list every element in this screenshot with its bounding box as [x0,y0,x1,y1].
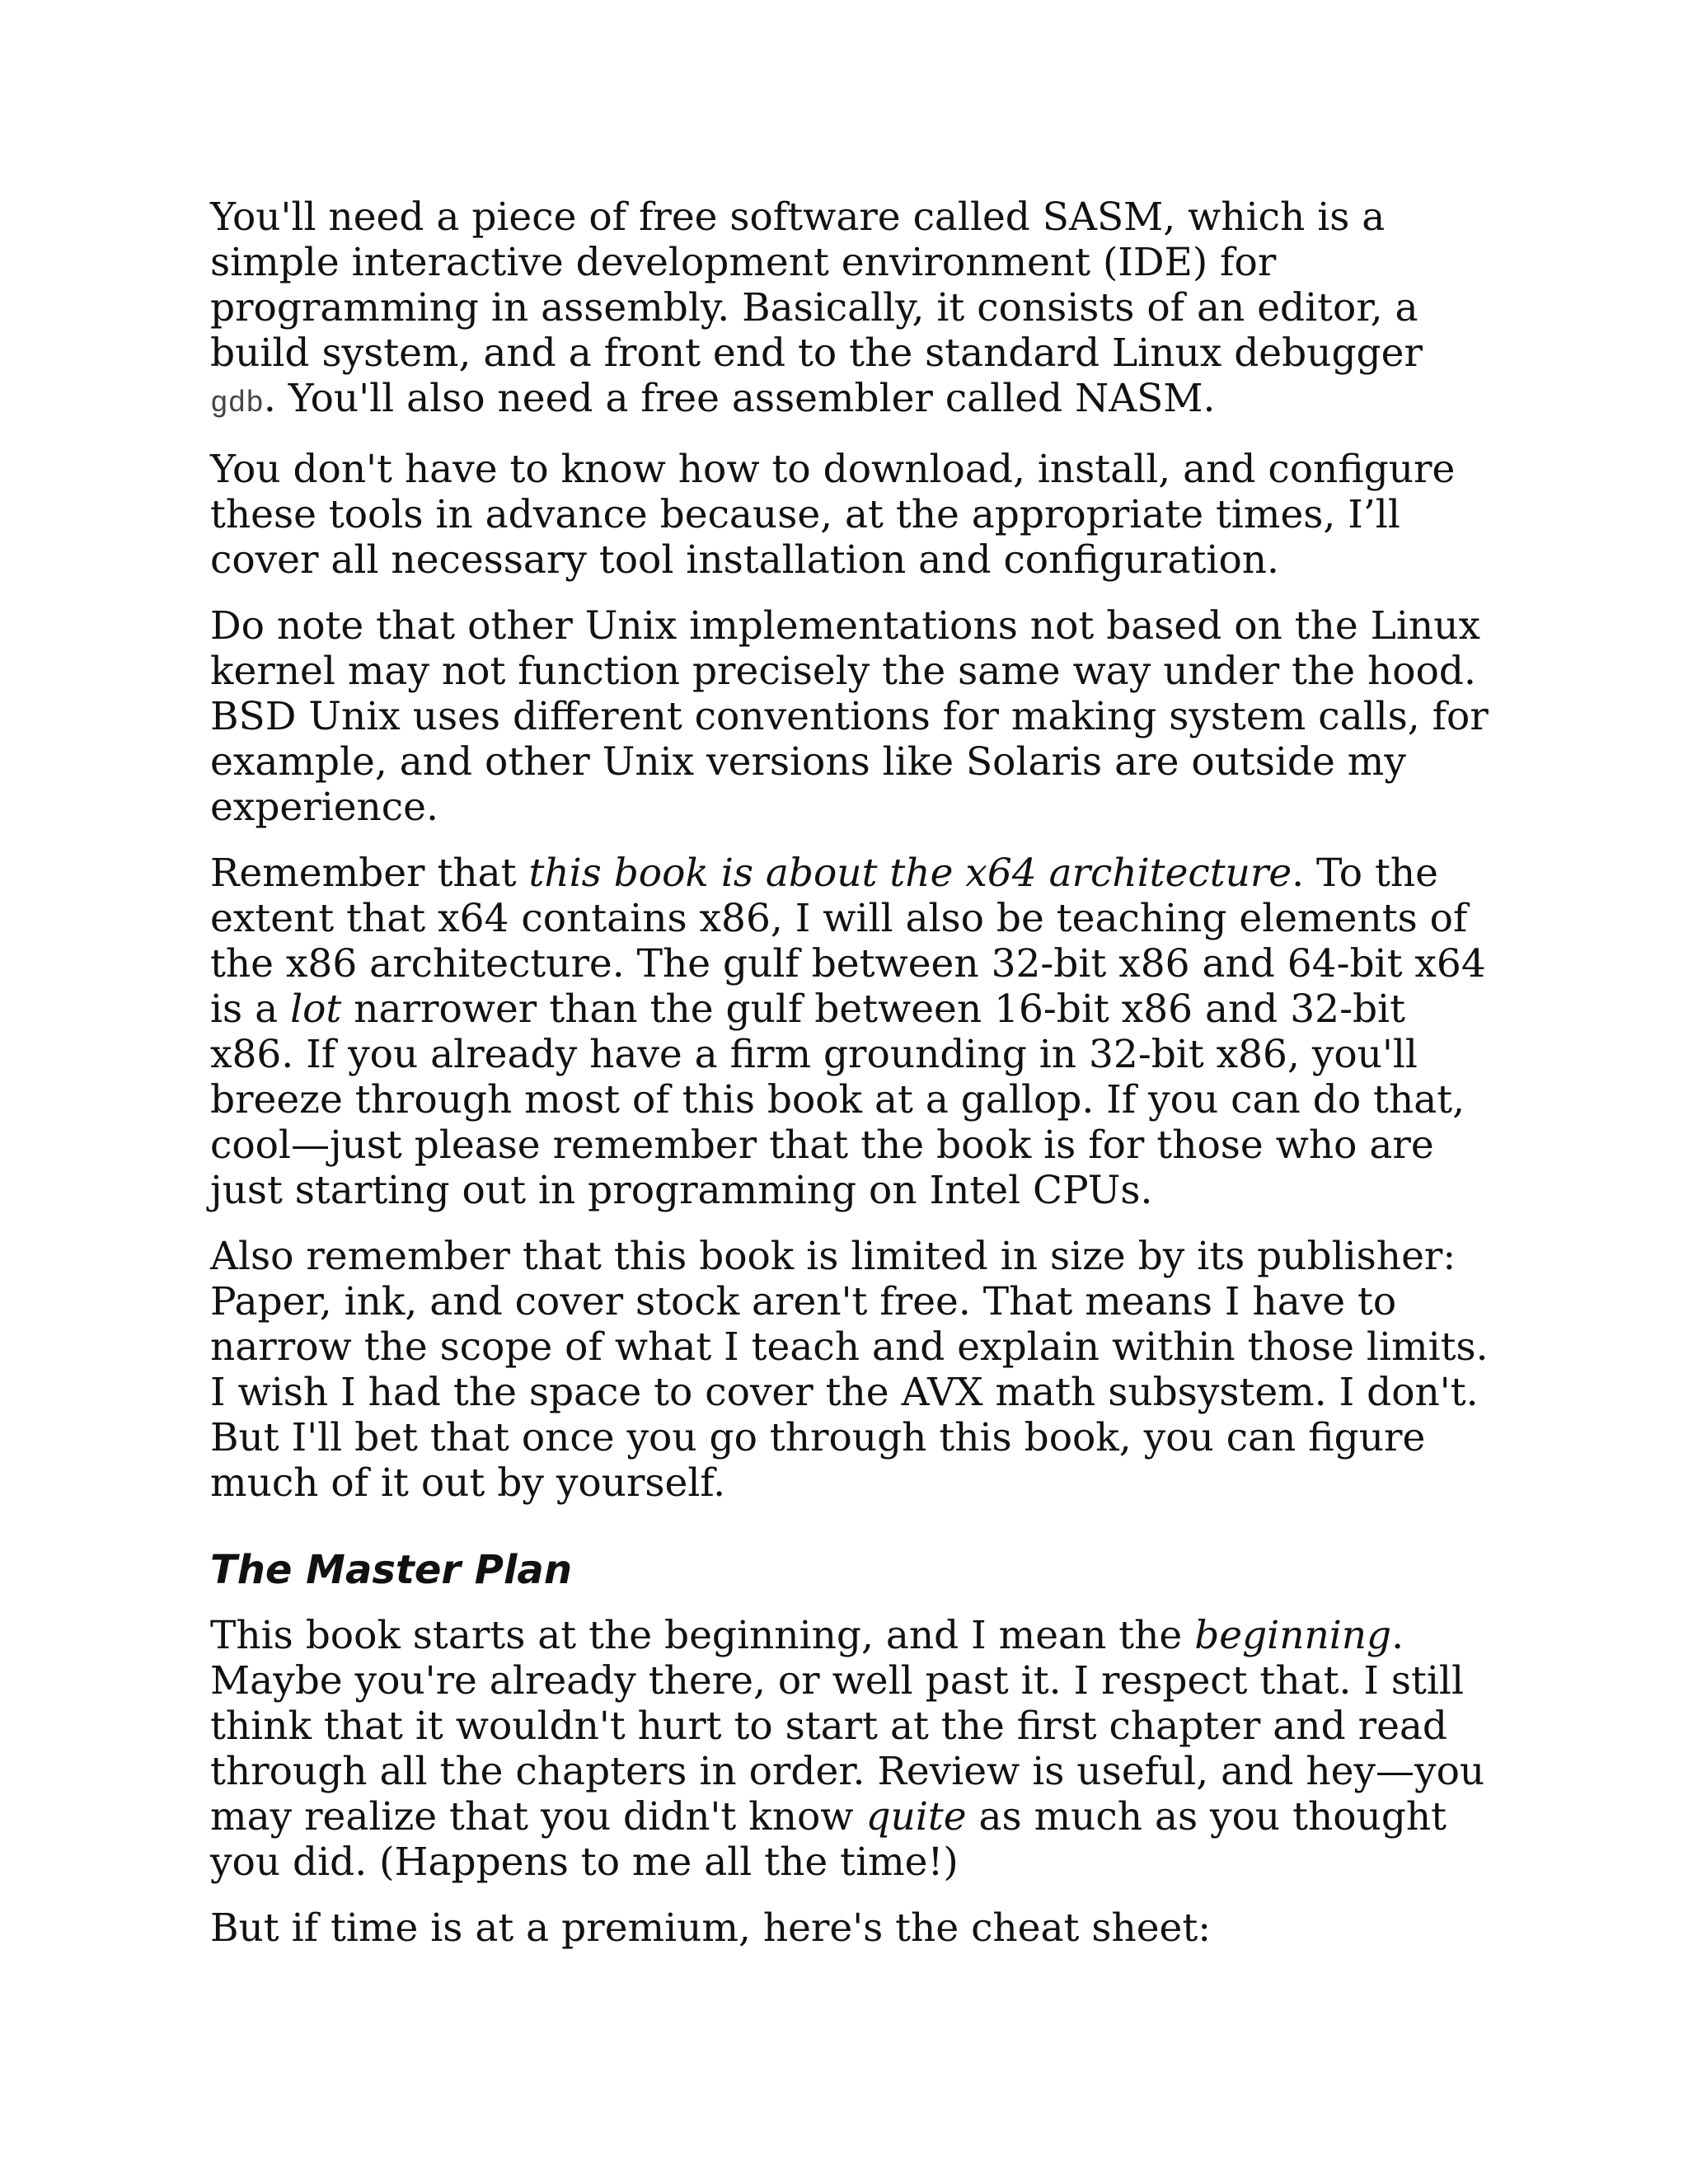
text-span: . To the extent that x64 contains x86, I will also be teaching elements of the x86 architecture. The gulf between 32-bit x86 and 64-bit x64 is a [210,851,1486,1032]
text-span: . You'll also need a free assembler called NASM. [263,376,1216,421]
paragraph-x64-architecture [210,851,1496,1213]
text-span: . Maybe you're already there, or well past it. I respect that. I still think that it wouldn't hurt to start at the first chapter and read through all the chapters in order. Review is useful, and hey—you may realize that you didn't know [210,1613,1485,1840]
document-page [210,194,1496,1971]
paragraph-unix-note: Do note that other Unix implementations not based on the Linux kernel may not function precisely the same way under the hood. BSD Unix uses different conventions for making system calls, for example, and other Unix versions like Solaris are outside my experience. [210,603,1489,830]
text-span: You'll need a piece of free software called SASM, which is a simple interactive development environment (IDE) for programming in assembly. Basically, it consists of an editor, a build system, and a front end to the standard Linux debugger [210,194,1423,376]
text-span: This book starts at the beginning, and I mean the [210,1613,1195,1658]
section-heading: The Master Plan [210,1547,572,1593]
paragraph-book-limits: Also remember that this book is limited in size by its publisher: Paper, ink, and cover stock aren't free. That means I have to narrow the scope of what I teach and explain within those limits. I wish I had the space to cover the AVX math subsystem. I don't. But I'll bet that once you go through this book, you can figure much of it out by yourself. [210,1234,1489,1506]
text-span: Remember that [210,851,529,896]
emphasis-text: quite [865,1794,967,1840]
text-span: as much as you thought you did. (Happens to me all the time!) [210,1794,1447,1885]
paragraph-tools-install: You don't have to know how to download, install, and configure these tools in advance because, at the appropriate times, I’ll cover all necessary tool installation and configuration. [210,447,1456,583]
paragraph-cheat-sheet: But if time is at a premium, here's the cheat sheet: [210,1905,1212,1951]
inline-code-gdb: gdb [210,387,264,420]
emphasis-text: this book is about the x64 architecture [528,851,1292,896]
text-span: narrower than the gulf between 16-bit x86 and 32-bit x86. If you already have a firm grounding in 32-bit x86, you'll breeze through most of this book at a gallop. If you can do that, cool—just please remember that the book is for those who are just starting out in programming on Intel CPUs. [210,987,1465,1213]
emphasis-text: lot [290,987,342,1032]
paragraph-master-plan [210,1613,1496,1885]
emphasis-text: beginning [1194,1613,1392,1658]
paragraph-tools-sasm [210,194,1496,426]
